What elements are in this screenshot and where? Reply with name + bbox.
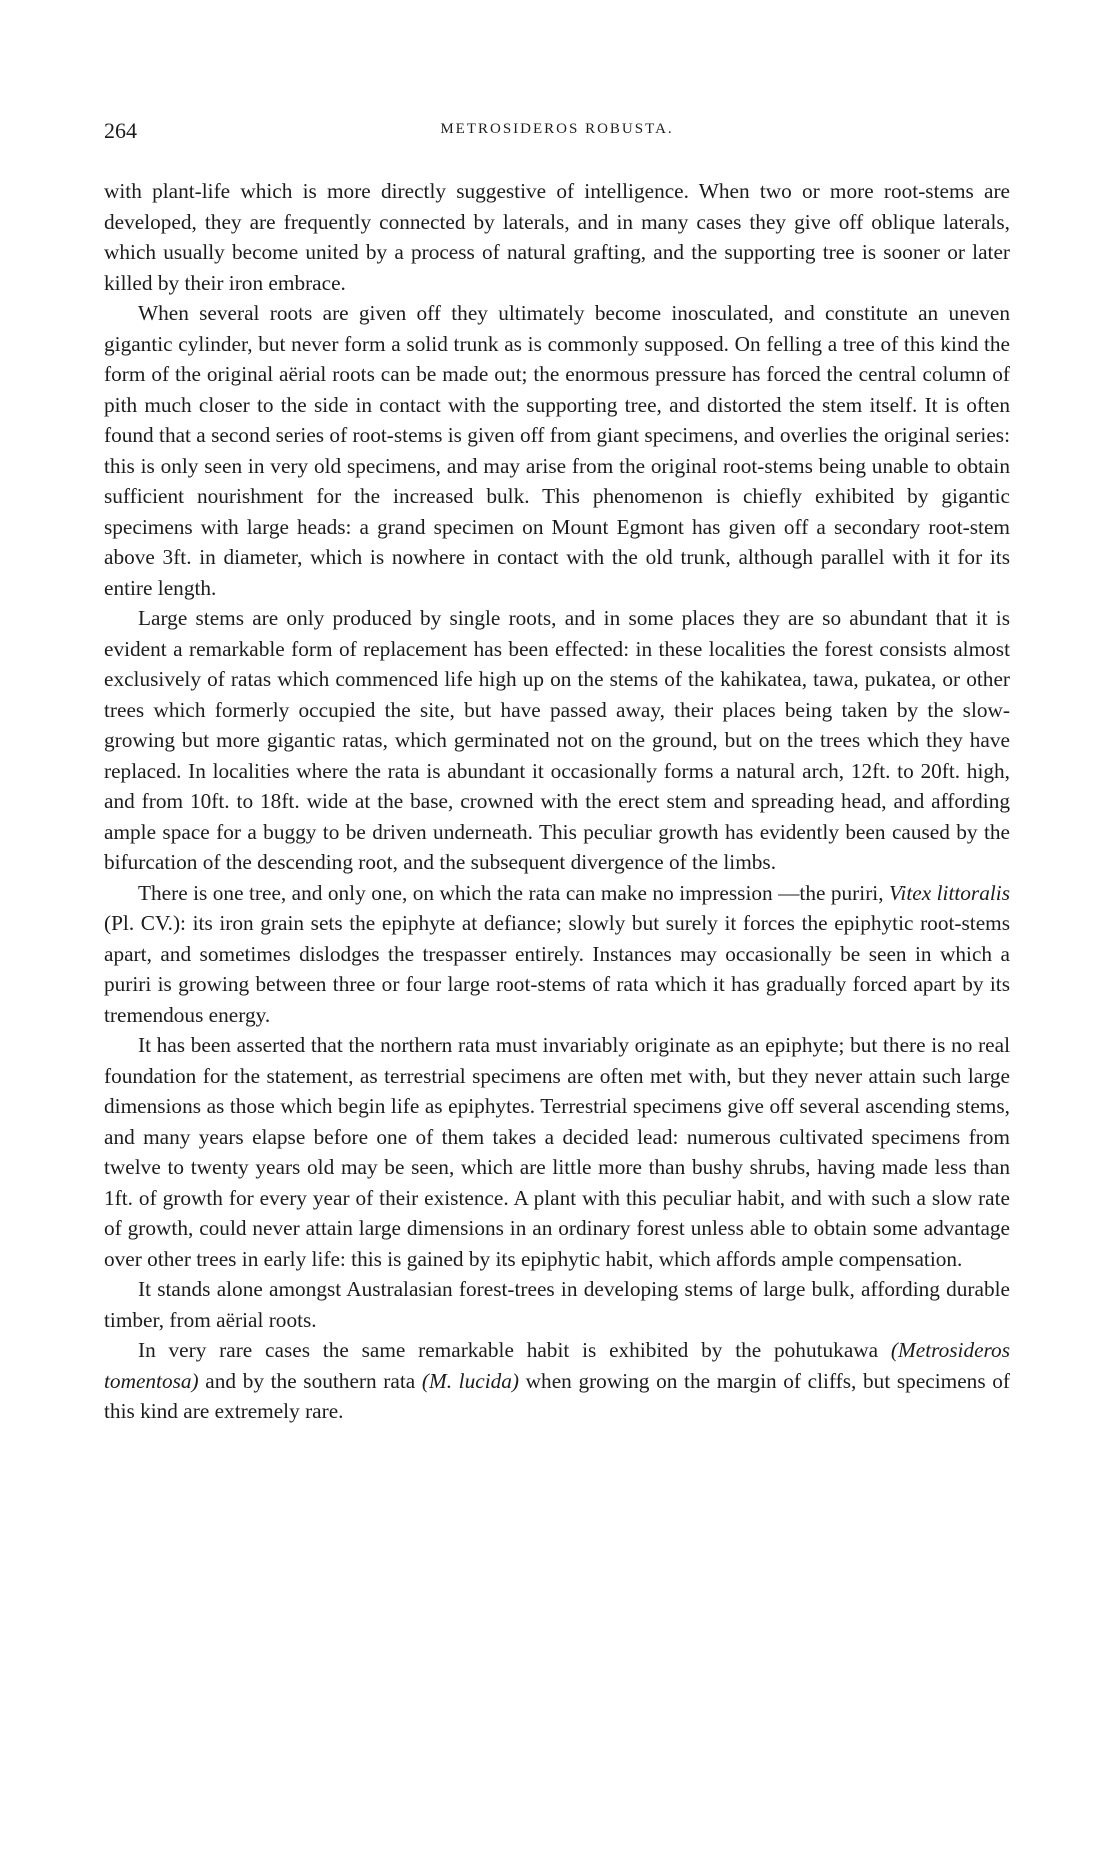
page-header: [104, 118, 1010, 154]
page-number: 264: [104, 118, 137, 143]
species-name-lucida: (M. lucida): [421, 1368, 520, 1393]
paragraph-2: When several roots are given off they ultimately become inosculated, and constitute an uneven gigantic cylinder, but never form a solid trunk as is commonly supposed. On felling a tree of this kind the form of the original aërial roots can be made out; the enormous pressure has forced the central column of pith much closer to the side in contact with the supporting tree, and distorted the stem itself. It is often found that a second series of root-stems is given off from giant specimens, and overlies the original series: this is only seen in very old specimens, and may arise from the original root-stems being unable to obtain sufficient nourishment for the increased bulk. This phenomenon is chiefly exhibited by gigantic specimens with large heads: a grand specimen on Mount Egmont has given off a secondary root-stem above 3ft. in diameter, which is nowhere in contact with the old trunk, although parallel with it for its entire length.: [104, 301, 1010, 600]
paragraph-1: with plant-life which is more directly suggestive of intelligence. When two or more root-stems are developed, they are frequently connected by laterals, and in many cases they give off oblique laterals, which usually become united by a process of natural grafting, and the supporting tree is sooner or later killed by their iron embrace.: [104, 179, 1010, 295]
book-page: [104, 118, 1010, 1427]
paragraph-7: [104, 1335, 1010, 1427]
paragraph-7-text-b: and by the southern rata: [198, 1368, 422, 1393]
running-head: METROSIDEROS ROBUSTA.: [440, 121, 674, 137]
paragraph-4-text-a: There is one tree, and only one, on which the rata can make no impression —the puriri,: [138, 880, 889, 905]
species-name-tomentosa: (Metrosideros tomentosa): [104, 1338, 1010, 1393]
paragraph-3: Large stems are only produced by single roots, and in some places they are so abundant that it is evident a remarkable form of replacement has been effected: in these localities the forest consists almost exclusively of ratas which commenced life high up on the stems of the kahikatea, tawa, pukatea, or other trees which formerly occupied the site, but have passed away, their places being taken by the slow-growing but more gigantic ratas, which germinated not on the ground, but on the trees which they have replaced. In localities where the rata is abundant it occasionally forms a natural arch, 12ft. to 20ft. high, and from 10ft. to 18ft. wide at the base, crowned with the erect stem and spreading head, and affording ample space for a buggy to be driven underneath. This peculiar growth has evidently been caused by the bifurcation of the descending root, and the subsequent divergence of the limbs.: [104, 606, 1010, 874]
paragraph-5: It has been asserted that the northern rata must invariably originate as an epiphyte; but there is no real foundation for the statement, as terrestrial specimens are often met with, but they never attain such large dimensions as those which begin life as epiphytes. Terrestrial specimens give off several ascending stems, and many years elapse before one of them takes a decided lead: numerous cultivated specimens from twelve to twenty years old may be seen, which are little more than bushy shrubs, having made less than 1ft. of growth for every year of their existence. A plant with this peculiar habit, and with such a slow rate of growth, could never attain large dimensions in an ordinary forest unless able to obtain some advantage over other trees in early life: this is gained by its epiphytic habit, which affords ample compensation.: [104, 1033, 1010, 1271]
paragraph-7-text-c: when growing on the margin of cliffs, but specimens of this kind are extremely rare.: [104, 1368, 1010, 1423]
species-name-vitex: Vitex littoralis: [888, 880, 1010, 905]
paragraph-4-text-b: (Pl. CV.): its iron grain sets the epiphyte at defiance; slowly but surely it forces the epiphytic root-stems apart, and sometimes dislodges the trespasser entirely. Instances may occasionally be seen in which a puriri is growing between three or four large root-stems of rata which it has gradually forced apart by its tremendous energy.: [104, 911, 1010, 1027]
paragraph-7-text-a: In very rare cases the same remarkable habit is exhibited by the pohutukawa: [138, 1338, 891, 1362]
paragraph-4: [104, 878, 1010, 1031]
paragraph-6: It stands alone amongst Australasian forest-trees in developing stems of large bulk, affording durable timber, from aërial roots.: [104, 1277, 1010, 1332]
